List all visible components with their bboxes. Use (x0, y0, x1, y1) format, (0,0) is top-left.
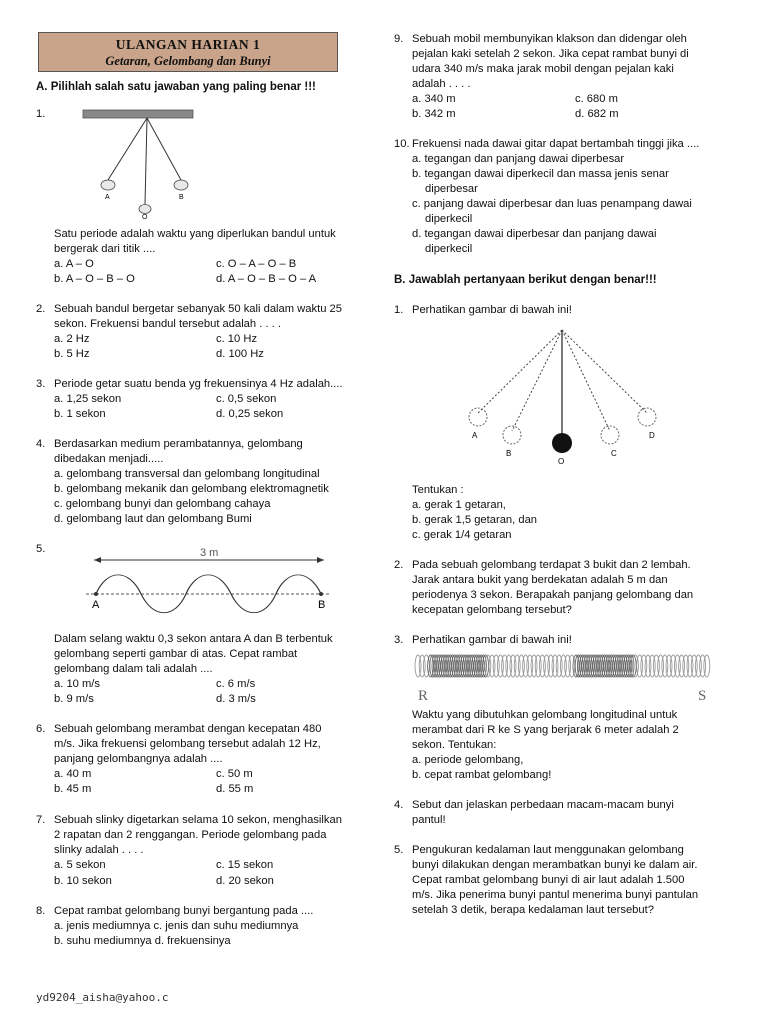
q5-option-c: c. 6 m/s (216, 678, 256, 690)
q7-option-b: b. 10 sekon (54, 875, 112, 887)
q6-text-2: m/s. Jika frekuensi gelombang tersebut adalah 12 Hz, (54, 738, 321, 750)
pendulum-support (83, 110, 193, 118)
q9-number: 9. (394, 33, 404, 45)
label-o: O (142, 214, 148, 221)
worksheet-title: ULANGAN HARIAN 1 (115, 37, 261, 52)
q1-text-2: bergerak dari titik .... (54, 243, 156, 255)
q4-option-c: c. gelombang bunyi dan gelombang cahaya (54, 498, 271, 510)
q10-option-c-1: c. panjang dawai diperbesar dan luas penampang dawai (412, 198, 692, 210)
q9-text-1: Sebuah mobil membunyikan klakson dan didengar oleh (412, 33, 687, 45)
distance-label: 3 m (200, 547, 219, 559)
slinky-coil (704, 655, 710, 677)
e5-text-3: Cepat rambat gelombang bunyi di air laut adalah 1.500 (412, 874, 685, 886)
e3-number: 3. (394, 634, 404, 646)
position-c (601, 426, 619, 444)
e2-text-4: kecepatan gelombang tersebut? (412, 604, 572, 616)
q6-text-3: panjang gelombangnya adalah .... (54, 753, 223, 765)
q6-option-d: d. 55 m (216, 783, 254, 795)
point-r-label: R (418, 688, 429, 704)
pendulum-label-o: O (558, 457, 565, 466)
e1-number: 1. (394, 304, 404, 316)
q9-option-c: c. 680 m (575, 93, 618, 105)
q5-text-3: gelombang dalam tali adalah .... (54, 663, 213, 675)
e5-number: 5. (394, 844, 404, 856)
q7-text-2: 2 rapatan dan 2 renggangan. Periode gelombang pada (54, 829, 327, 841)
e3-part-b: b. cepat rambat gelombang! (412, 769, 552, 781)
q5-option-a: a. 10 m/s (54, 678, 101, 690)
e3-text-1: Perhatikan gambar di bawah ini! (412, 634, 572, 646)
q2-number: 2. (36, 303, 46, 315)
label-b: B (179, 194, 184, 201)
pendulum-label-c: C (611, 449, 617, 458)
q6-text-1: Sebuah gelombang merambat dengan kecepatan 480 (54, 723, 322, 735)
worksheet-title-box (38, 32, 338, 72)
q6-option-a: a. 40 m (54, 768, 92, 780)
q4-option-a: a. gelombang transversal dan gelombang longitudinal (54, 468, 320, 480)
point-b-label: B (318, 599, 326, 611)
q7-option-a: a. 5 sekon (54, 859, 106, 871)
pendulum-swing-diagram (460, 325, 670, 465)
q7-option-d: d. 20 sekon (216, 875, 274, 887)
q7-text-1: Sebuah slinky digetarkan selama 10 sekon, menghasilkan (54, 814, 342, 826)
e3-text-3: merambat dari R ke S yang berjarak 6 meter adalah 2 (412, 724, 679, 736)
e3-part-a: a. periode gelombang, (412, 754, 524, 766)
e1-part-c: c. gerak 1/4 getaran (412, 529, 512, 541)
q10-option-a: a. tegangan dan panjang dawai diperbesar (412, 153, 625, 165)
q7-text-3: slinky adalah . . . . (54, 844, 144, 856)
q10-option-d-2: diperkecil (425, 243, 473, 255)
bob-b (174, 180, 188, 190)
q10-option-d-1: d. tegangan dawai diperbesar dan panjang dawai (412, 228, 657, 240)
q3-option-c: c. 0,5 sekon (216, 393, 277, 405)
e1-text-1: Perhatikan gambar di bawah ini! (412, 304, 572, 316)
e5-text-5: setelah 3 detik, berapa kedalaman laut tersebut? (412, 904, 654, 916)
position-o (552, 433, 572, 453)
q4-option-b: b. gelombang mekanik dan gelombang elektromagnetik (54, 483, 329, 495)
q2-option-c: c. 10 Hz (216, 333, 258, 345)
q6-option-c: c. 50 m (216, 768, 253, 780)
q1-option-a: a. A – O (54, 258, 94, 270)
q3-option-b: b. 1 sekon (54, 408, 106, 420)
e1-part-b: b. gerak 1,5 getaran, dan (412, 514, 538, 526)
footer-email: yd9204_aisha@yahoo.c (36, 991, 169, 1004)
q10-option-b-2: diperbesar (425, 183, 478, 195)
q7-number: 7. (36, 814, 46, 826)
section-b-heading: B. Jawablah pertanyaan berikut dengan benar!!! (394, 274, 657, 286)
e2-text-3: periodenya 3 sekon. Berapakah panjang gelombang dan (412, 589, 694, 601)
q9-option-b: b. 342 m (412, 108, 456, 120)
e2-text-2: Jarak antara bukit yang berdekatan adalah 5 m dan (412, 574, 668, 586)
e4-text-1: Sebut dan jelaskan perbedaan macam-macam bunyi (412, 799, 674, 811)
point-a-label: A (92, 599, 100, 611)
q4-number: 4. (36, 438, 46, 450)
q4-option-d: d. gelombang laut dan gelombang Bumi (54, 513, 252, 525)
wave-diagram (84, 544, 334, 614)
q5-text-2: gelombang seperti gambar di atas. Cepat rambat (54, 648, 298, 660)
q9-text-4: adalah . . . . (412, 78, 471, 90)
worksheet-subtitle: Getaran, Gelombang dan Bunyi (105, 54, 271, 68)
q5-option-d: d. 3 m/s (216, 693, 256, 705)
pendulum-diagram (80, 108, 210, 221)
q9-option-d: d. 682 m (575, 108, 619, 120)
slinky-coils (415, 655, 710, 677)
bob-a (101, 180, 115, 190)
point-s-label: S (698, 688, 707, 704)
q1-number: 1. (36, 108, 46, 120)
q2-text-2: sekon. Frekuensi bandul tersebut adalah . . . . (54, 318, 281, 330)
e2-text-1: Pada sebuah gelombang terdapat 3 bukit dan 2 lembah. (412, 559, 691, 571)
q1-option-d: d. A – O – B – O – A (216, 273, 317, 285)
q6-number: 6. (36, 723, 46, 735)
q8-options-line-2: b. suhu mediumnya d. frekuensinya (54, 935, 231, 947)
q1-text-1: Satu periode adalah waktu yang diperlukan bandul untuk (54, 228, 336, 240)
position-d (638, 408, 656, 426)
q1-option-b: b. A – O – B – O (54, 273, 135, 285)
position-b (503, 426, 521, 444)
q9-text-3: udara 340 m/s maka jarak mobil dengan pejalan kaki (412, 63, 674, 75)
e1-tentukan: Tentukan : (412, 484, 464, 496)
q4-text-2: dibedakan menjadi..... (54, 453, 164, 465)
q3-option-a: a. 1,25 sekon (54, 393, 122, 405)
q5-option-b: b. 9 m/s (54, 693, 94, 705)
q9-option-a: a. 340 m (412, 93, 456, 105)
q1-option-c: c. O – A – O – B (216, 258, 297, 270)
e4-number: 4. (394, 799, 404, 811)
e4-text-2: pantul! (412, 814, 446, 826)
q3-option-d: d. 0,25 sekon (216, 408, 284, 420)
q10-option-b-1: b. tegangan dawai diperkecil dan massa jenis senar (412, 168, 669, 180)
position-a (469, 408, 487, 426)
q9-text-2: pejalan kaki setelah 2 sekon. Jika cepat rambat bunyi di (412, 48, 689, 60)
e1-part-a: a. gerak 1 getaran, (412, 499, 506, 511)
pendulum-label-d: D (649, 431, 655, 440)
e5-text-4: m/s. Jika penerima bunyi pantul menerima bunyi pantulan (412, 889, 699, 901)
pendulum-label-a: A (472, 431, 478, 440)
e3-text-4: sekon. Tentukan: (412, 739, 497, 751)
q8-number: 8. (36, 905, 46, 917)
q10-text-1: Frekuensi nada dawai gitar dapat bertambah tinggi jika .... (412, 138, 700, 150)
q2-option-b: b. 5 Hz (54, 348, 90, 360)
q2-option-a: a. 2 Hz (54, 333, 90, 345)
bob-o (139, 205, 151, 214)
q3-number: 3. (36, 378, 46, 390)
label-a: A (105, 194, 110, 201)
q2-option-d: d. 100 Hz (216, 348, 264, 360)
q2-text-1: Sebuah bandul bergetar sebanyak 50 kali dalam waktu 25 (54, 303, 342, 315)
q5-text-1: Dalam selang waktu 0,3 sekon antara A dan B terbentuk (54, 633, 333, 645)
pendulum-label-b: B (506, 449, 512, 458)
q5-number: 5. (36, 543, 46, 555)
q10-option-c-2: diperkecil (425, 213, 473, 225)
e3-text-2: Waktu yang dibutuhkan gelombang longitudinal untuk (412, 709, 678, 721)
q10-number: 10. (394, 138, 410, 150)
q6-option-b: b. 45 m (54, 783, 92, 795)
q4-text-1: Berdasarkan medium perambatannya, gelombang (54, 438, 303, 450)
q3-text-1: Periode getar suatu benda yg frekuensinya 4 Hz adalah.... (54, 378, 343, 390)
e2-number: 2. (394, 559, 404, 571)
q7-option-c: c. 15 sekon (216, 859, 274, 871)
section-a-heading: A. Pilihlah salah satu jawaban yang paling benar !!! (36, 81, 316, 93)
e5-text-1: Pengukuran kedalaman laut menggunakan gelombang (412, 844, 684, 856)
q8-options-line-1: a. jenis mediumnya c. jenis dan suhu mediumnya (54, 920, 299, 932)
q8-text-1: Cepat rambat gelombang bunyi bergantung pada .... (54, 905, 314, 917)
e5-text-2: bunyi dilakukan dengan merambatkan bunyi ke dalam air. (412, 859, 698, 871)
slinky-diagram (414, 652, 714, 704)
